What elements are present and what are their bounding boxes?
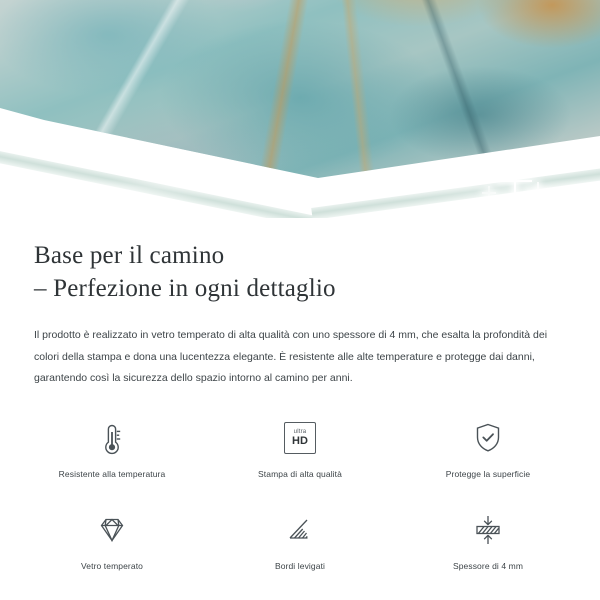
- glass-edge-right: [311, 167, 600, 218]
- feature-label: Resistente alla temperatura: [58, 468, 166, 479]
- feature-label: Protegge la superficie: [445, 468, 531, 479]
- headline-line-1: Base per il camino: [34, 242, 225, 269]
- feature-label: Vetro temperato: [81, 560, 143, 571]
- feature-label: Stampa di alta qualità: [258, 468, 342, 479]
- feature-item-surface-protection: [394, 416, 582, 500]
- feature-item-tempered-glass: [18, 508, 206, 592]
- feature-item-print-quality: [206, 416, 394, 500]
- product-description: Il prodotto è realizzato in vetro temperato di alta qualità con uno spessore di 4 mm, che esalta la profondità dei colori della stampa e dona una lucentezza elegante. È resistente alle alte temperature e protegge dai danni, garantendo così la sicurezza dello spazio intorno al camino per anni.: [34, 329, 548, 385]
- thermometer-icon: [95, 416, 129, 460]
- feature-grid: [0, 416, 600, 592]
- hero-product-image: [0, 0, 600, 218]
- feature-label: Spessore di 4 mm: [452, 560, 524, 571]
- feature-item-polished-edges: [206, 508, 394, 592]
- ultra-hd-top-label: ultra: [293, 428, 307, 435]
- shield-check-icon: [471, 416, 505, 460]
- ultra-hd-icon: [284, 416, 316, 460]
- feature-label: Bordi levigati: [274, 560, 326, 571]
- ultra-hd-bottom-label: HD: [292, 434, 308, 447]
- feature-item-thickness: [394, 508, 582, 592]
- text-content: [0, 240, 600, 390]
- thickness-icon: [470, 508, 506, 552]
- feature-item-temperature: [18, 416, 206, 500]
- page-title: [34, 240, 566, 305]
- polished-edges-icon: [282, 508, 318, 552]
- diamond-icon: [94, 508, 130, 552]
- headline-line-2: – Perfezione in ogni dettaglio: [34, 274, 336, 302]
